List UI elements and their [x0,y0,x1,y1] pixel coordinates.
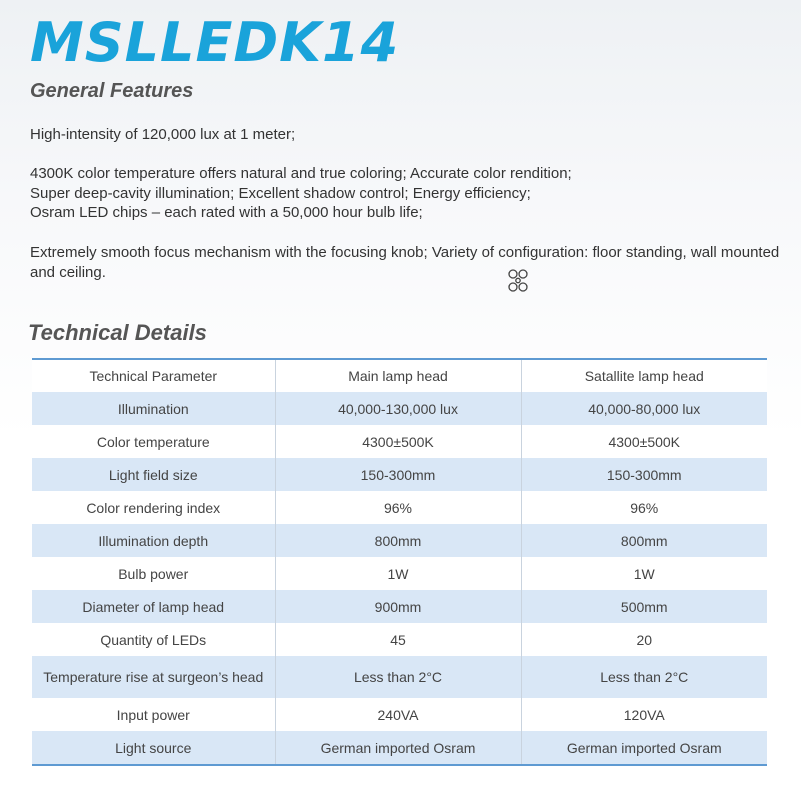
table-cell: 20 [521,623,767,656]
technical-details-table [32,358,767,766]
technical-details-heading: Technical Details [28,320,207,345]
table-cell: 1W [275,557,521,590]
table-cell: 4300±500K [521,425,767,458]
column-header: Satallite lamp head [521,359,767,392]
table-cell: 150-300mm [275,458,521,491]
table-cell: Diameter of lamp head [32,590,275,623]
table-cell: 45 [275,623,521,656]
table-cell: 96% [521,491,767,524]
table-row [32,458,767,491]
general-features-heading: General Features [30,80,194,102]
table-row [32,491,767,524]
table-row [32,557,767,590]
table-cell: 1W [521,557,767,590]
table-cell: 900mm [275,590,521,623]
feature-paragraph-2: 4300K color temperature offers natural and true coloring; Accurate color rendition; Super deep-cavity illumination; Excellent shadow control; Energy efficiency; Osram LED chips – each rated with a 50,000 hour bulb life; [30,165,572,221]
table-cell: 40,000-130,000 lux [275,392,521,425]
table-cell: Less than 2°C [275,656,521,698]
column-header: Technical Parameter [32,359,275,392]
table-cell: Light field size [32,458,275,491]
table-cell: Color rendering index [32,491,275,524]
column-header: Main lamp head [275,359,521,392]
table-row [32,623,767,656]
table-row [32,590,767,623]
table-row [32,656,767,698]
table-row [32,425,767,458]
table-cell: 800mm [521,524,767,557]
table-cell: 4300±500K [275,425,521,458]
table-cell: Input power [32,698,275,731]
table-cell: 150-300mm [521,458,767,491]
lamp-cluster-icon [506,268,530,294]
table-cell: 120VA [521,698,767,731]
product-title: MSLLEDK14 [30,11,400,74]
table-cell: 96% [275,491,521,524]
table-cell: 500mm [521,590,767,623]
table-cell: Quantity of LEDs [32,623,275,656]
table-cell: German imported Osram [275,731,521,765]
table-row [32,392,767,425]
feature-paragraph-3: Extremely smooth focus mechanism with the focusing knob; Variety of configuration: floor standing, wall mounted and ceiling. [30,244,780,281]
table-cell: Illumination [32,392,275,425]
table-row [32,731,767,765]
table-row [32,524,767,557]
table-cell: German imported Osram [521,731,767,765]
table-header-row [32,359,767,392]
table-cell: Illumination depth [32,524,275,557]
table-cell: Color temperature [32,425,275,458]
table-row [32,698,767,731]
table-cell: 800mm [275,524,521,557]
table-cell: Temperature rise at surgeon’s head [32,656,275,698]
table-cell: 240VA [275,698,521,731]
table-cell: Light source [32,731,275,765]
table-cell: Bulb power [32,557,275,590]
feature-paragraph-1: High-intensity of 120,000 lux at 1 meter; [30,126,296,143]
table-cell: 40,000-80,000 lux [521,392,767,425]
table-cell: Less than 2°C [521,656,767,698]
